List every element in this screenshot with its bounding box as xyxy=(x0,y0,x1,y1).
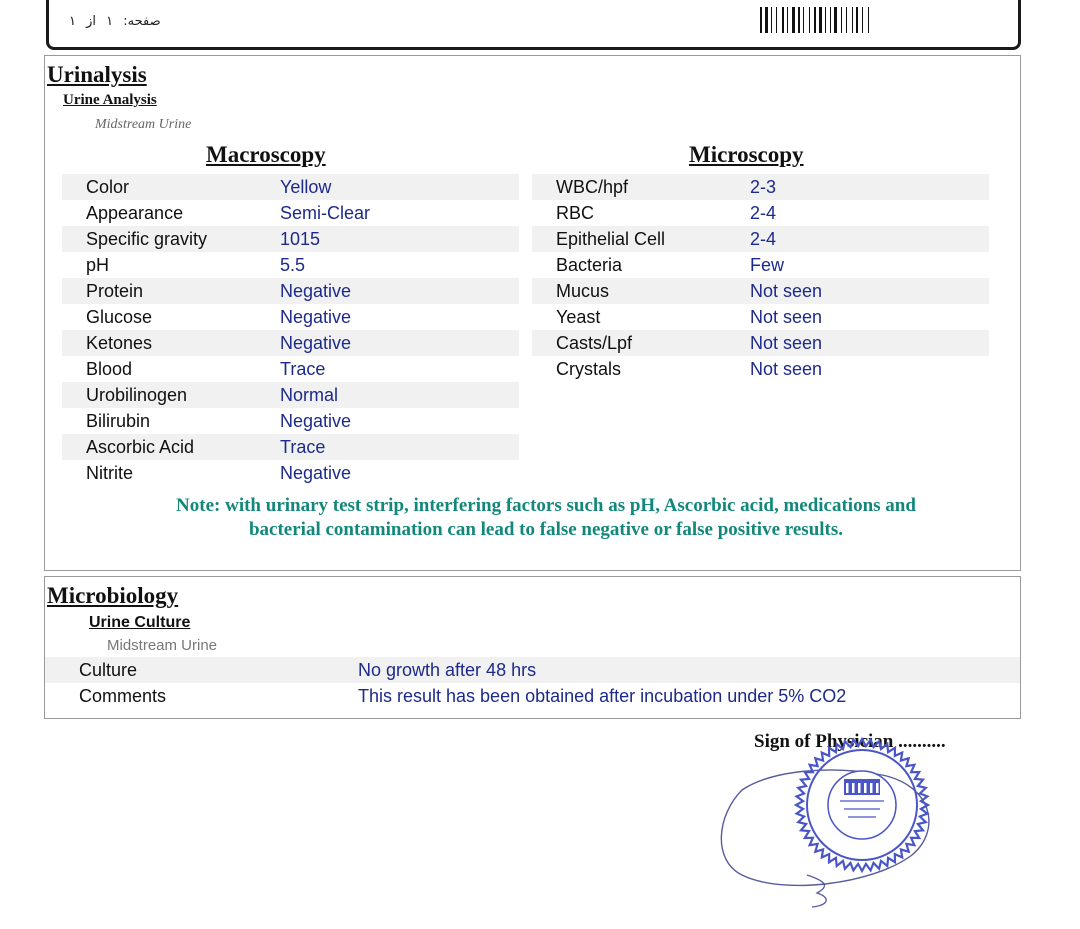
table-row xyxy=(62,382,519,408)
result-label: Casts/Lpf xyxy=(556,333,633,353)
table-row xyxy=(62,278,519,304)
result-label: Culture xyxy=(79,660,138,680)
result-label: Ascorbic Acid xyxy=(86,437,195,457)
specimen-type: Midstream Urine xyxy=(107,637,218,654)
result-value: Yellow xyxy=(280,177,332,197)
table-row xyxy=(62,330,519,356)
result-value: Negative xyxy=(280,411,352,431)
result-label: Protein xyxy=(86,281,144,301)
result-value: Negative xyxy=(280,463,352,483)
result-value: Negative xyxy=(280,307,352,327)
result-value: This result has been obtained after incubation under 5% CO2 xyxy=(358,686,847,706)
macroscopy-table xyxy=(62,174,519,486)
table-row xyxy=(532,200,989,226)
result-label: Epithelial Cell xyxy=(556,229,666,249)
result-value: Negative xyxy=(280,281,352,301)
table-row xyxy=(532,252,989,278)
result-label: Blood xyxy=(86,359,133,379)
table-row xyxy=(45,657,1020,683)
result-label: WBC/hpf xyxy=(556,177,629,197)
result-label: RBC xyxy=(556,203,595,223)
result-label: Comments xyxy=(79,686,167,706)
table-row xyxy=(62,200,519,226)
result-value: Not seen xyxy=(750,359,823,379)
table-row xyxy=(62,226,519,252)
table-row xyxy=(532,304,989,330)
result-label: Color xyxy=(86,177,130,197)
table-row xyxy=(62,252,519,278)
table-row xyxy=(532,330,989,356)
table-row xyxy=(532,278,989,304)
table-row xyxy=(62,460,519,486)
result-value: 1015 xyxy=(280,229,321,249)
section-title: Urinalysis xyxy=(47,62,147,87)
table-row xyxy=(62,408,519,434)
result-value: 2-3 xyxy=(750,177,777,197)
specimen-type: Midstream Urine xyxy=(95,117,192,132)
table-row xyxy=(532,356,989,382)
table-row xyxy=(532,226,989,252)
table-row xyxy=(62,304,519,330)
test-subtitle: Urine Analysis xyxy=(63,92,157,108)
result-label: Urobilinogen xyxy=(86,385,188,405)
section-title: Microbiology xyxy=(47,583,179,608)
culture-table xyxy=(45,657,1020,709)
result-value: Negative xyxy=(280,333,352,353)
result-value: Not seen xyxy=(750,307,823,327)
test-subtitle: Urine Culture xyxy=(89,614,191,631)
result-label: Glucose xyxy=(86,307,153,327)
result-value: Not seen xyxy=(750,333,823,353)
result-value: Few xyxy=(750,255,785,275)
table-row xyxy=(532,174,989,200)
microbiology-section xyxy=(44,576,1021,719)
result-label: Crystals xyxy=(556,359,622,379)
physician-signature-label: Sign of Physician .......... xyxy=(754,731,946,752)
result-value: Not seen xyxy=(750,281,823,301)
microscopy-table xyxy=(532,174,989,382)
physician-stamp-icon xyxy=(712,735,952,915)
result-label: Appearance xyxy=(86,203,184,223)
result-label: Bacteria xyxy=(556,255,623,275)
result-label: Mucus xyxy=(556,281,610,301)
result-value: Semi-Clear xyxy=(280,203,371,223)
microscopy-heading: Microscopy xyxy=(689,142,804,167)
result-value: Trace xyxy=(280,437,326,457)
urinalysis-section xyxy=(44,55,1021,571)
result-value: Normal xyxy=(280,385,339,405)
barcode-icon xyxy=(760,7,960,33)
report-header xyxy=(46,0,1021,50)
macroscopy-heading: Macroscopy xyxy=(206,142,326,167)
table-row xyxy=(45,683,1020,709)
result-value: Trace xyxy=(280,359,326,379)
result-value: 5.5 xyxy=(280,255,306,275)
result-label: pH xyxy=(86,255,110,275)
result-label: Yeast xyxy=(556,307,601,327)
table-row xyxy=(62,356,519,382)
interference-note: Note: with urinary test strip, interfering factors such as pH, Ascorbic acid, medications and bacterial contamination can lead to false negative or false positive results. xyxy=(176,495,916,540)
table-row xyxy=(62,174,519,200)
result-label: Nitrite xyxy=(86,463,134,483)
result-value: 2-4 xyxy=(750,229,777,249)
result-label: Bilirubin xyxy=(86,411,151,431)
table-row xyxy=(62,434,519,460)
result-value: No growth after 48 hrs xyxy=(358,660,537,680)
page-indicator: صفحه: ۱ از ۱ xyxy=(69,14,161,29)
result-label: Ketones xyxy=(86,333,153,353)
result-value: 2-4 xyxy=(750,203,777,223)
result-label: Specific gravity xyxy=(86,229,208,249)
